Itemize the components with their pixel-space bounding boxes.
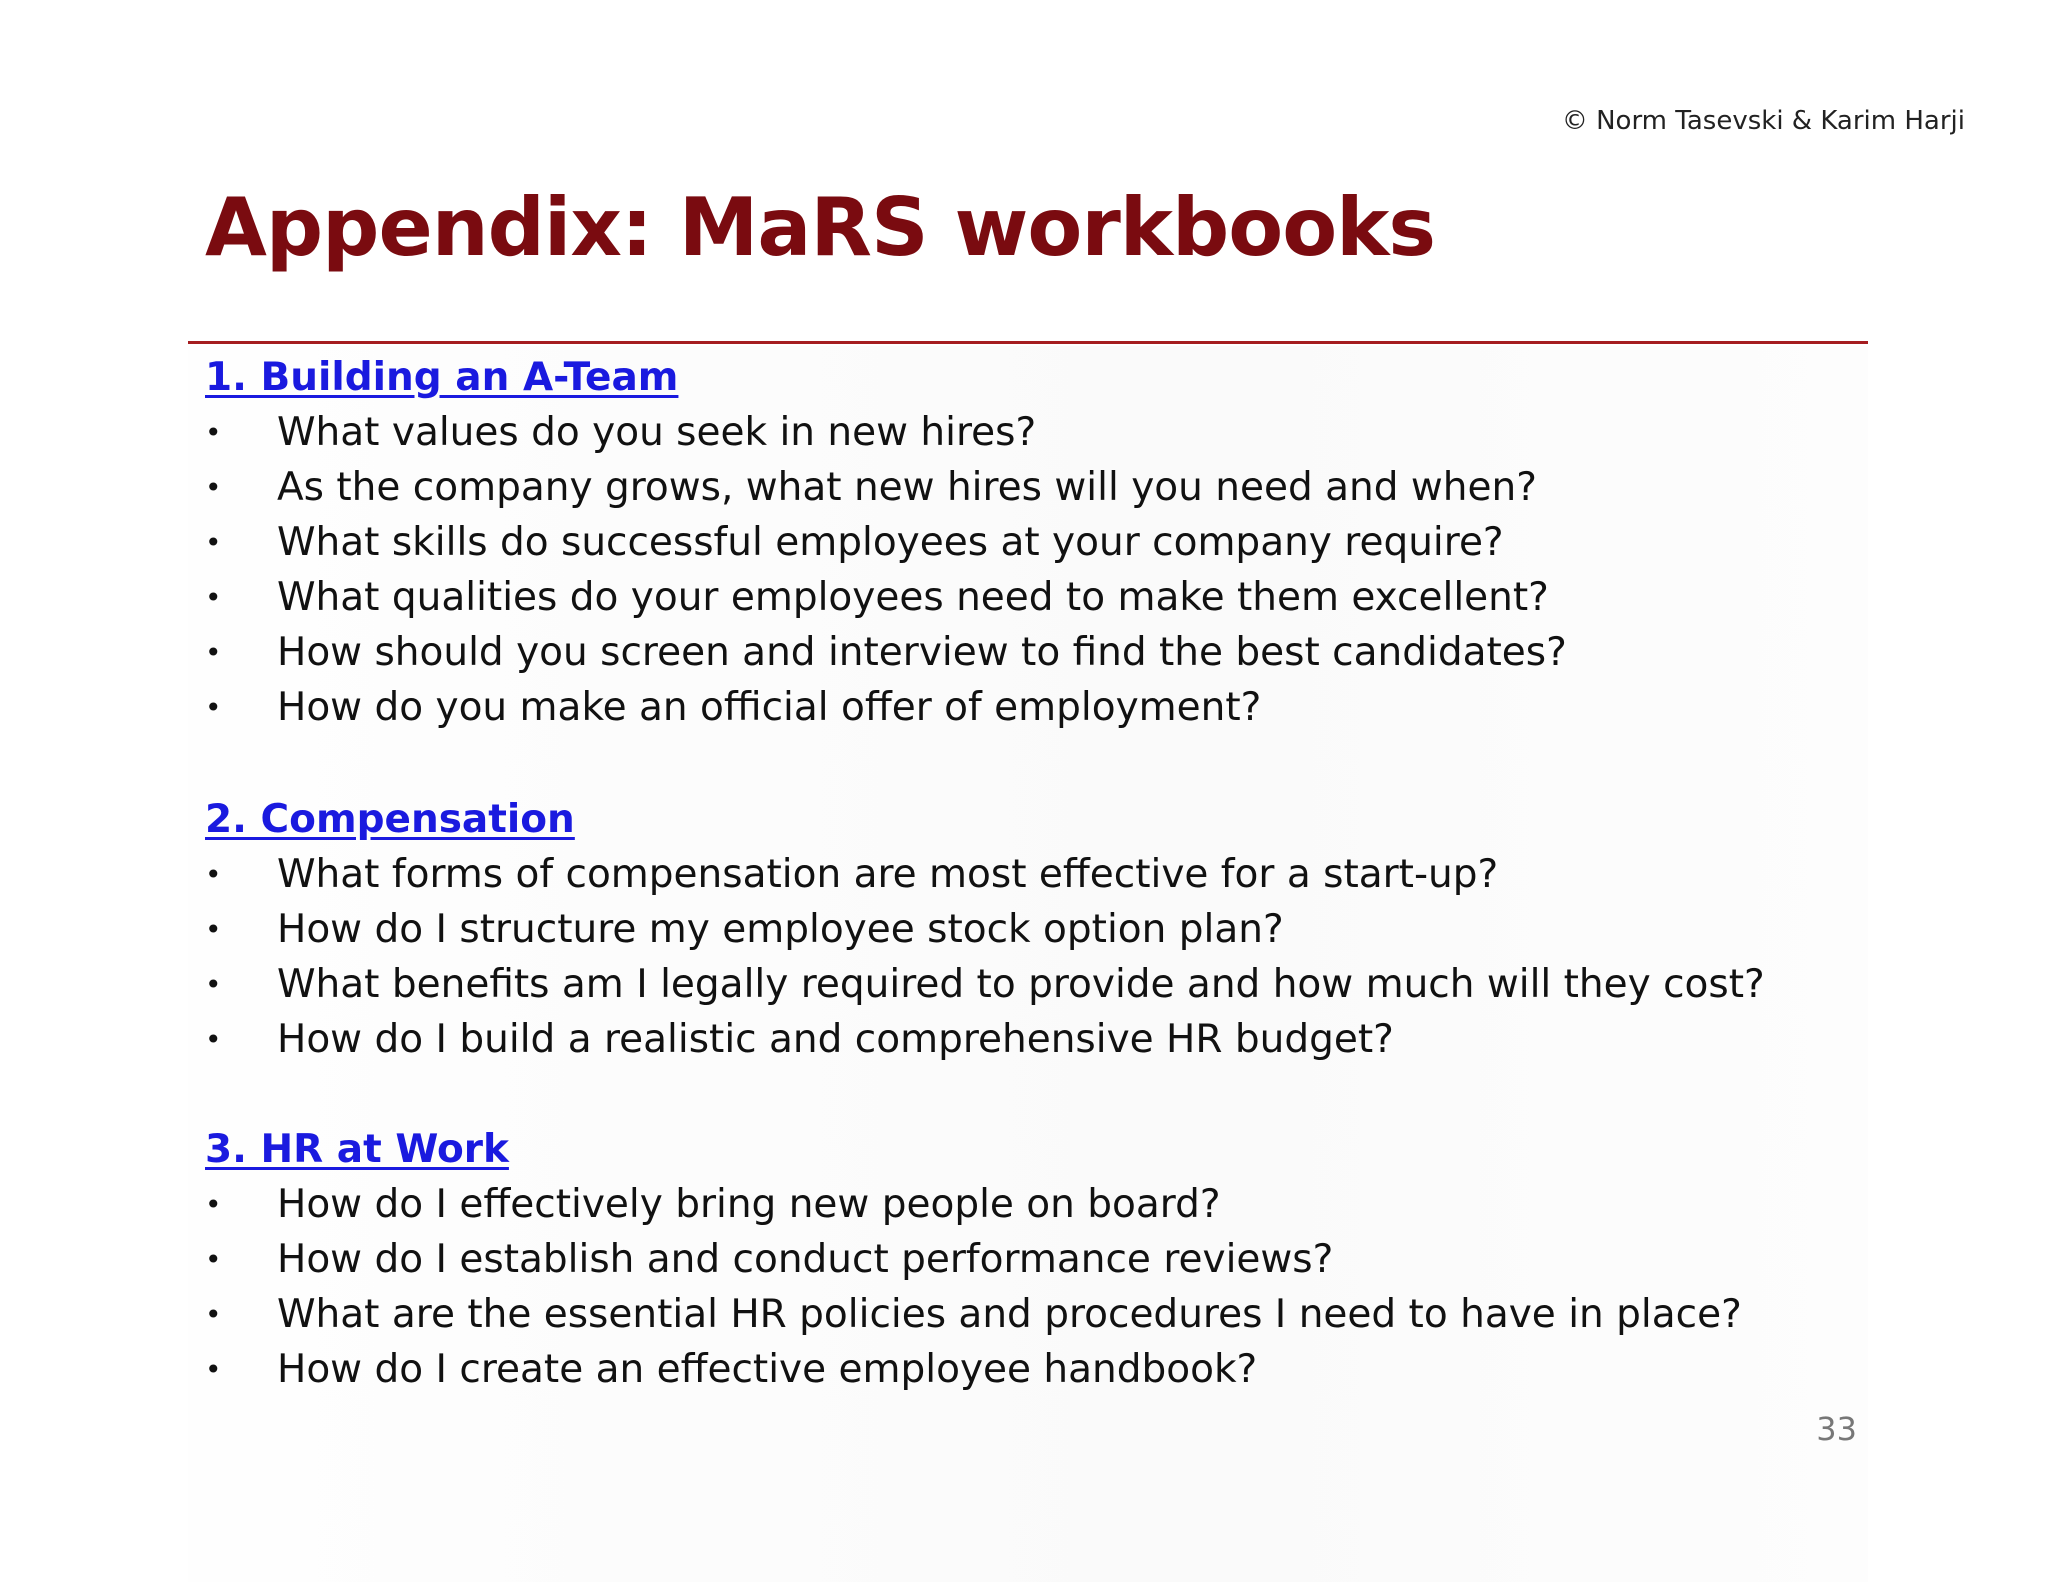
bullet-list: [205, 847, 1765, 1067]
bullet-icon: •: [205, 1188, 222, 1221]
section-hr-at-work: [205, 1123, 1742, 1397]
bullet-icon: •: [205, 581, 222, 614]
list-item-text: What skills do successful employees at your company require?: [277, 520, 1504, 565]
list-item-text: How do I build a realistic and comprehensive HR budget?: [277, 1017, 1394, 1062]
bullet-icon: •: [205, 1353, 222, 1386]
section-link-hr-at-work[interactable]: 3. HR at Work: [205, 1127, 509, 1172]
bullet-icon: •: [205, 1243, 222, 1276]
list-item-text: What benefits am I legally required to provide and how much will they cost?: [277, 962, 1765, 1007]
list-item-text: How do I establish and conduct performance reviews?: [277, 1237, 1334, 1282]
bullet-icon: •: [205, 1298, 222, 1331]
list-item: [205, 1232, 1334, 1287]
list-item-text: As the company grows, what new hires will you need and when?: [277, 465, 1537, 510]
list-item-text: What qualities do your employees need to make them excellent?: [277, 575, 1549, 620]
bullet-list: [205, 1177, 1742, 1397]
list-item: [205, 405, 1037, 460]
list-item: [205, 1177, 1221, 1232]
section-building-an-a-team: [205, 351, 1567, 735]
section-link-building-an-a-team[interactable]: 1. Building an A-Team: [205, 355, 679, 400]
bullet-icon: •: [205, 858, 222, 891]
copyright-notice: © Norm Tasevski & Karim Harji: [1561, 106, 1965, 136]
list-item-text: What forms of compensation are most effective for a start-up?: [277, 852, 1499, 897]
section-compensation: [205, 793, 1765, 1067]
list-item: [205, 1012, 1394, 1067]
list-item-text: How do you make an official offer of employment?: [277, 685, 1262, 730]
section-link-compensation[interactable]: 2. Compensation: [205, 797, 575, 842]
bullet-icon: •: [205, 526, 222, 559]
list-item-text: How do I structure my employee stock option plan?: [277, 907, 1284, 952]
slide-title: Appendix: MaRS workbooks: [205, 181, 1435, 274]
list-item: [205, 902, 1284, 957]
bullet-icon: •: [205, 1023, 222, 1056]
bullet-icon: •: [205, 913, 222, 946]
title-divider: [188, 341, 1868, 344]
list-item-text: What values do you seek in new hires?: [277, 410, 1037, 455]
list-item: [205, 625, 1567, 680]
list-item-text: How do I effectively bring new people on board?: [277, 1182, 1221, 1227]
page-number: 33: [1816, 1410, 1857, 1448]
list-item: [205, 957, 1765, 1012]
list-item: [205, 515, 1504, 570]
list-item: [205, 847, 1499, 902]
bullet-icon: •: [205, 691, 222, 724]
list-item-text: How should you screen and interview to find the best candidates?: [277, 630, 1567, 675]
list-item-text: How do I create an effective employee handbook?: [277, 1347, 1258, 1392]
bullet-icon: •: [205, 968, 222, 1001]
list-item: [205, 570, 1549, 625]
list-item-text: What are the essential HR policies and procedures I need to have in place?: [277, 1292, 1742, 1337]
bullet-icon: •: [205, 471, 222, 504]
bullet-icon: •: [205, 416, 222, 449]
list-item: [205, 680, 1262, 735]
list-item: [205, 1287, 1742, 1342]
list-item: [205, 1342, 1258, 1397]
bullet-list: [205, 405, 1567, 735]
bullet-icon: •: [205, 636, 222, 669]
list-item: [205, 460, 1537, 515]
